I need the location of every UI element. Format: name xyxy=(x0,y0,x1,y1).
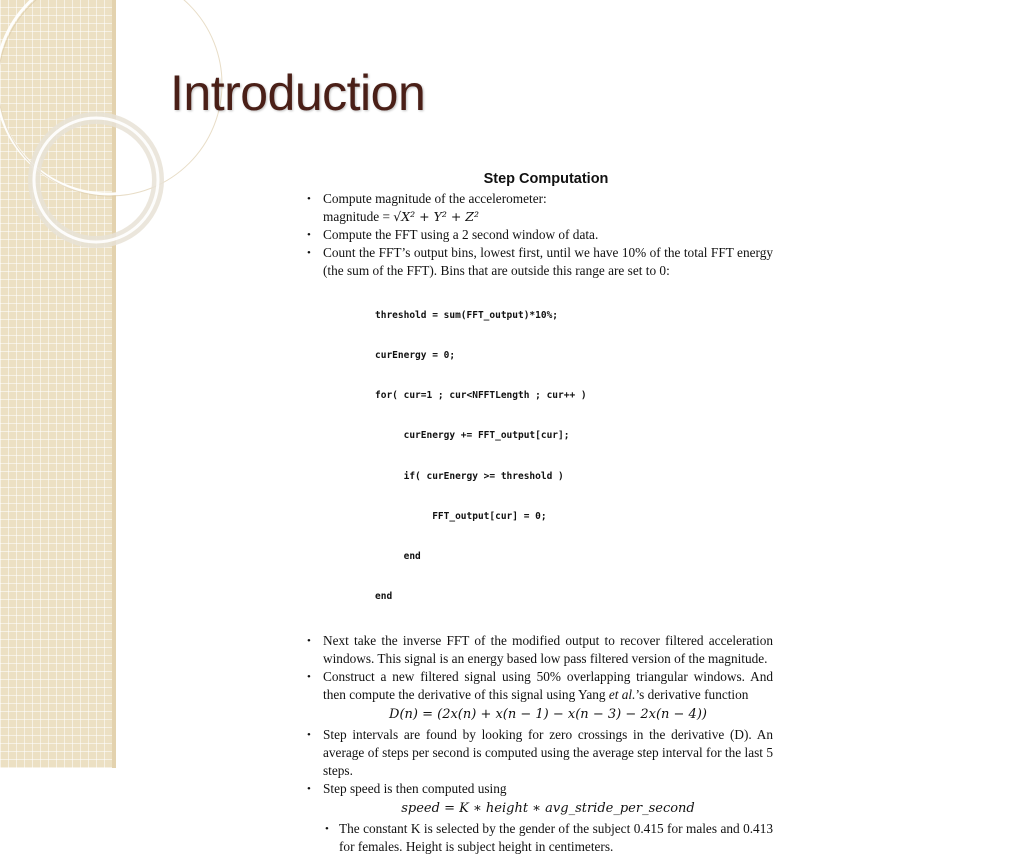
code-line: end xyxy=(375,551,421,563)
list-item xyxy=(305,244,773,630)
code-line: if( curEnergy >= threshold ) xyxy=(375,470,564,482)
sub-list-item xyxy=(305,820,773,856)
derivative-formula: D(n) = (2x(n) + x(n − 1) − x(n − 3) − 2x(n − 4)) xyxy=(389,707,707,723)
item-text: Compute the FFT using a 2 second window of data. xyxy=(323,227,599,242)
code-line: curEnergy += FFT_output[cur]; xyxy=(375,430,570,442)
code-block xyxy=(375,282,773,630)
step-list xyxy=(305,190,773,818)
item-text: Step speed is then computed using xyxy=(323,781,507,797)
code-line: curEnergy = 0; xyxy=(375,350,456,362)
code-line: FFT_output[cur] = 0; xyxy=(375,510,547,522)
item-text: Step intervals are found by looking for zero crossings in the derivative (D). An average of steps per second is computed using the average step interval for the last 5 steps. xyxy=(323,727,773,779)
list-item xyxy=(305,632,773,668)
bullet-icon: • xyxy=(307,729,311,742)
bullet-icon: • xyxy=(307,193,311,205)
step-computation-figure xyxy=(305,170,773,856)
decorative-rings xyxy=(0,0,240,260)
slide-title: Introduction xyxy=(170,65,426,121)
item-text: Construct a new filtered signal using 50% overlapping triangular windows. And then compute the derivative of this signal using Yang xyxy=(323,669,773,703)
item-text: ’s derivative function xyxy=(635,687,749,703)
item-text: The constant K is selected by the gender of the subject 0.415 for males and 0.413 for females. Height is subject height in centimeters. xyxy=(339,821,773,855)
item-text-italic: et al. xyxy=(608,687,636,703)
speed-formula: speed = K ∗ height ∗ avg_stride_per_second xyxy=(401,801,695,817)
list-item xyxy=(305,190,773,226)
item-text: Count the FFT’s output bins, lowest first, until we have 10% of the total FFT energy (the sum of the FFT). Bins that are outside this range are set to 0: xyxy=(323,245,773,278)
bullet-icon: • xyxy=(307,671,311,684)
bullet-icon: • xyxy=(325,823,329,836)
bullet-icon: • xyxy=(307,247,311,259)
list-item xyxy=(305,668,773,724)
item-text: Next take the inverse FFT of the modified output to recover filtered acceleration windows. This signal is an energy based low pass filtered version of the magnitude. xyxy=(323,633,773,667)
list-item xyxy=(305,780,773,818)
item-text: Compute magnitude of the accelerometer: xyxy=(323,191,547,206)
code-line: end xyxy=(375,591,393,603)
code-line: threshold = sum(FFT_output)*10%; xyxy=(375,309,559,321)
magnitude-formula: √X² + Y² + Z² xyxy=(393,209,479,224)
list-item xyxy=(305,226,773,244)
bullet-icon: • xyxy=(307,783,311,796)
formula-label: magnitude = xyxy=(323,209,394,224)
code-line: for( cur=1 ; cur<NFFTLength ; cur++ ) xyxy=(375,390,587,402)
figure-heading: Step Computation xyxy=(483,171,609,187)
bullet-icon: • xyxy=(307,229,311,241)
bullet-icon: • xyxy=(307,635,311,648)
list-item xyxy=(305,726,773,780)
